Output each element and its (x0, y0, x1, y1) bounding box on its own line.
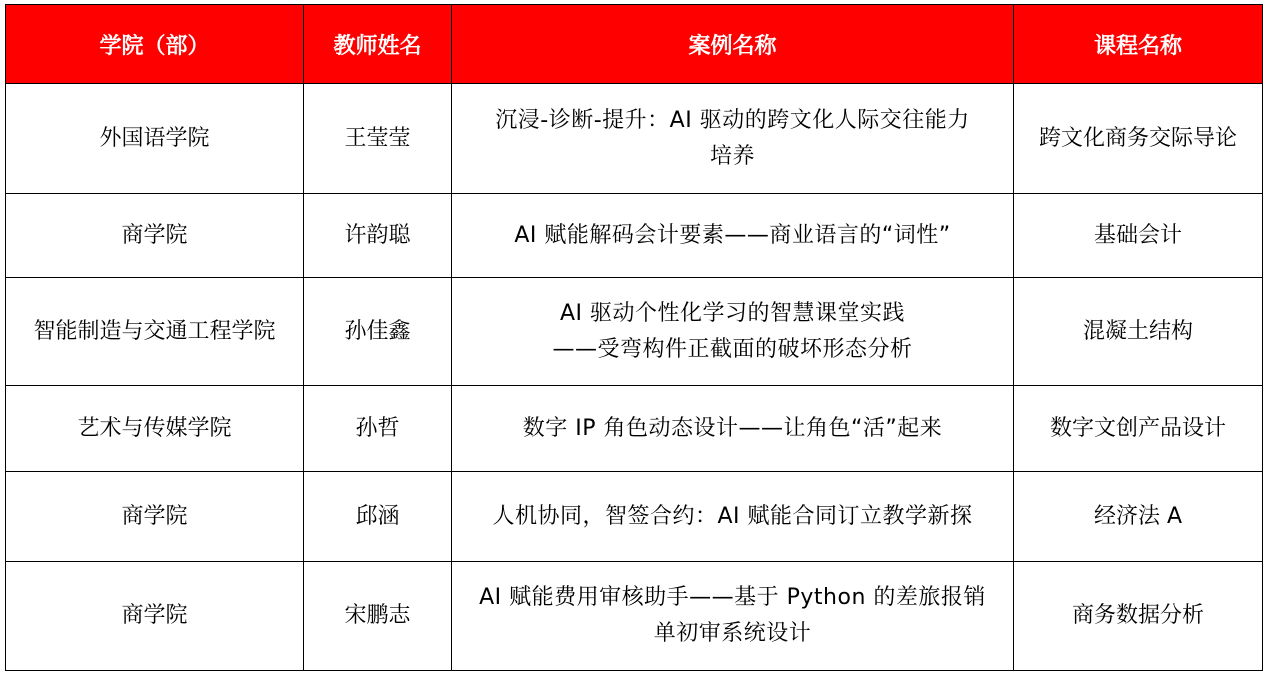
header-college: 学院（部） (6, 5, 304, 84)
teacher-cell: 邱涵 (304, 472, 452, 562)
table-body (6, 84, 1263, 671)
case-line: 培养 (709, 143, 755, 169)
case-line: 单初审系统设计 (653, 621, 812, 646)
college-cell: 商学院 (6, 472, 304, 562)
table-row (6, 84, 1263, 194)
college-cell: 艺术与传媒学院 (6, 386, 304, 472)
case-line: ——受弯构件正截面的破坏形态分析 (552, 336, 913, 362)
course-cell: 跨文化商务交际导论 (1014, 84, 1263, 194)
table-header (6, 5, 1263, 84)
case-cell (452, 84, 1014, 194)
header-teacher: 教师姓名 (304, 5, 452, 84)
table-row (6, 278, 1263, 386)
table-row (6, 386, 1263, 472)
case-line: AI 赋能解码会计要素——商业语言的“词性” (514, 222, 951, 248)
case-cell (452, 562, 1014, 671)
course-cell: 数字文创产品设计 (1014, 386, 1263, 472)
college-cell: 外国语学院 (6, 84, 304, 194)
case-table (5, 4, 1263, 671)
college-cell: 商学院 (6, 562, 304, 671)
case-line: 人机协同，智签合约：AI 赋能合同订立教学新探 (492, 503, 973, 529)
case-cell (452, 278, 1014, 386)
case-line: AI 驱动个性化学习的智慧课堂实践 (559, 300, 906, 326)
case-cell (452, 472, 1014, 562)
course-cell: 商务数据分析 (1014, 562, 1263, 671)
case-title (514, 218, 950, 254)
case-cell (452, 386, 1014, 472)
case-title (552, 296, 912, 368)
teacher-cell: 孙佳鑫 (304, 278, 452, 386)
case-line: AI 赋能费用审核助手——基于 Python 的差旅报销 (479, 585, 986, 610)
case-title (495, 103, 969, 175)
case-line: 沉浸-诊断-提升：AI 驱动的跨文化人际交往能力 (495, 107, 970, 133)
table-row (6, 562, 1263, 671)
teacher-cell: 孙哲 (304, 386, 452, 472)
course-cell: 基础会计 (1014, 194, 1263, 278)
teacher-cell: 王莹莹 (304, 84, 452, 194)
header-course: 课程名称 (1014, 5, 1263, 84)
table-row (6, 472, 1263, 562)
table-row (6, 194, 1263, 278)
header-case: 案例名称 (452, 5, 1014, 84)
teacher-cell: 宋鹏志 (304, 562, 452, 671)
course-cell: 混凝土结构 (1014, 278, 1263, 386)
case-title (479, 580, 986, 652)
header-row (6, 5, 1263, 84)
course-cell: 经济法 A (1014, 472, 1263, 562)
teacher-cell: 许韵聪 (304, 194, 452, 278)
case-line: 数字 IP 角色动态设计——让角色“活”起来 (522, 415, 943, 441)
case-title (523, 411, 943, 447)
case-title (492, 499, 972, 535)
college-cell: 智能制造与交通工程学院 (6, 278, 304, 386)
case-cell (452, 194, 1014, 278)
college-cell: 商学院 (6, 194, 304, 278)
